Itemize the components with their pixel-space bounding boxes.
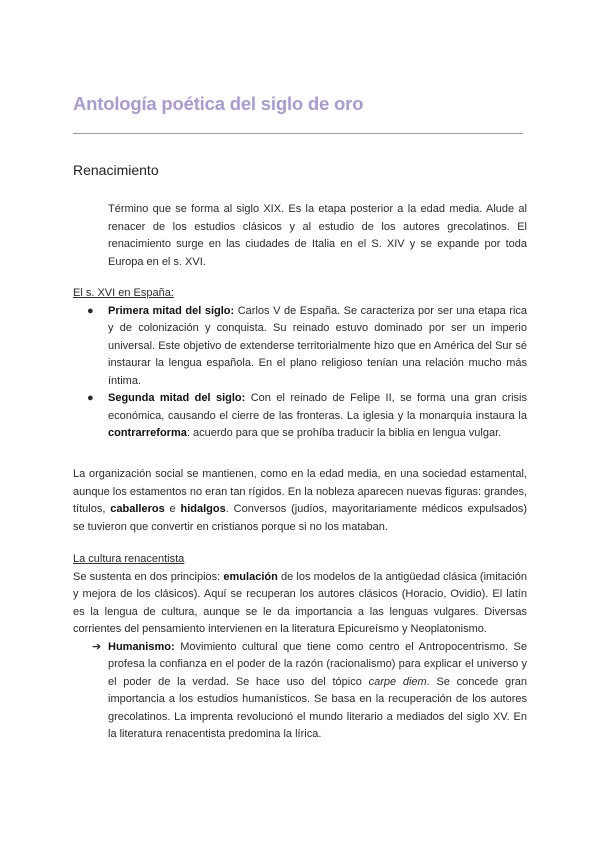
carpe-diem-term: carpe diem bbox=[368, 675, 427, 688]
first-half-text: Carlos V de España. Se caracteriza por ser una etapa rica y de colonización y conquista. Su reinado estuvo dominado por ser un imperio universal. Este objetivo de extenderse territorialmente hizo que en América del Sur sé instaurar la lengua española. En el plano religioso tenían una relación mucho más íntima. bbox=[108, 304, 528, 387]
humanism-text: Movimiento cultural que tiene como centro el Antropocentrismo. Se profesa la confianza en el poder de la razón (racionalismo) para explicar el universo y el poder de la verdad. Se hace uso del tópico bbox=[108, 640, 527, 688]
social-text-and: e bbox=[164, 503, 181, 515]
social-paragraph bbox=[73, 466, 527, 536]
intro-paragraph: Término que se forma al siglo XIX. Es la etapa posterior a la edad media. Alude al renacer de los estudios clásicos y al estudio de los autores grecolatinos. El renacimiento surge en las ciudades de Italia en el S. XIV y se expande por toda Europa en el s. XVI. bbox=[108, 203, 527, 268]
culture-text-end: de los modelos de la antigüedad clásica (imitación y mejora de los clásicos). Aquí se recuperan los autores clásicos (Horacio, Ovidio). El latín es la lengua de cultura, aunque se le da importancia a las lenguas vulgares. Diversas corrientes del pensamiento intervienen en la literatura Epicureísmo y Neoplatonismo. bbox=[73, 570, 527, 635]
page-title: Antología poética del siglo de oro bbox=[73, 93, 364, 114]
culture-subheading: La cultura renacentista bbox=[73, 553, 185, 565]
list-item bbox=[73, 639, 527, 744]
social-text-end: . Conversos (judíos, mayoritariamente médicos expulsados) se tuvieron que convertir en cristianos porque si no los mataban. bbox=[73, 503, 527, 533]
second-half-text: Con el reinado de Felipe II, se forma una gran crisis económica, causando el cierre de las fronteras. La iglesia y la monarquía instaura la bbox=[108, 392, 527, 422]
humanism-label: Humanismo: bbox=[108, 640, 175, 653]
hidalgos-term: hidalgos bbox=[180, 503, 226, 515]
bullet-icon: ● bbox=[87, 392, 94, 404]
list-item bbox=[73, 390, 527, 443]
title-divider bbox=[73, 133, 523, 134]
xvi-section bbox=[73, 285, 527, 443]
humanism-text-end: . Se concede gran importancia a los estudios humanísticos. Se basa en la recuperación de los autores grecolatinos. La imprenta revolucionó el mundo literario a mediados del siglo XV. En la literatura renacentista predomina la lírica. bbox=[108, 675, 527, 740]
social-text: La organización social se mantienen, como en la edad media, en una sociedad estamental, aunque los estamentos no eran tan rígidos. En la nobleza aparecen nuevas figuras: grandes, títulos, bbox=[73, 468, 527, 515]
contrarreforma-term: contrarreforma bbox=[108, 427, 187, 439]
second-half-label: Segunda mitad del siglo: bbox=[108, 392, 246, 404]
bullet-icon: ● bbox=[87, 304, 94, 317]
first-half-label: Primera mitad del siglo: bbox=[108, 304, 235, 317]
caballeros-term: caballeros bbox=[110, 503, 165, 515]
emulacion-term: emulación bbox=[223, 570, 278, 583]
culture-section bbox=[73, 551, 527, 744]
second-half-text-end: : acuerdo para que se prohíba traducir la biblia en lengua vulgar. bbox=[186, 427, 502, 439]
culture-paragraph bbox=[73, 569, 527, 639]
section-heading: Renacimiento bbox=[73, 162, 159, 178]
list-item bbox=[73, 303, 527, 391]
xvi-subheading: El s. XVI en España: bbox=[73, 287, 174, 299]
arrow-icon: ➔ bbox=[92, 640, 102, 653]
culture-text: Se sustenta en dos principios: bbox=[73, 570, 224, 583]
